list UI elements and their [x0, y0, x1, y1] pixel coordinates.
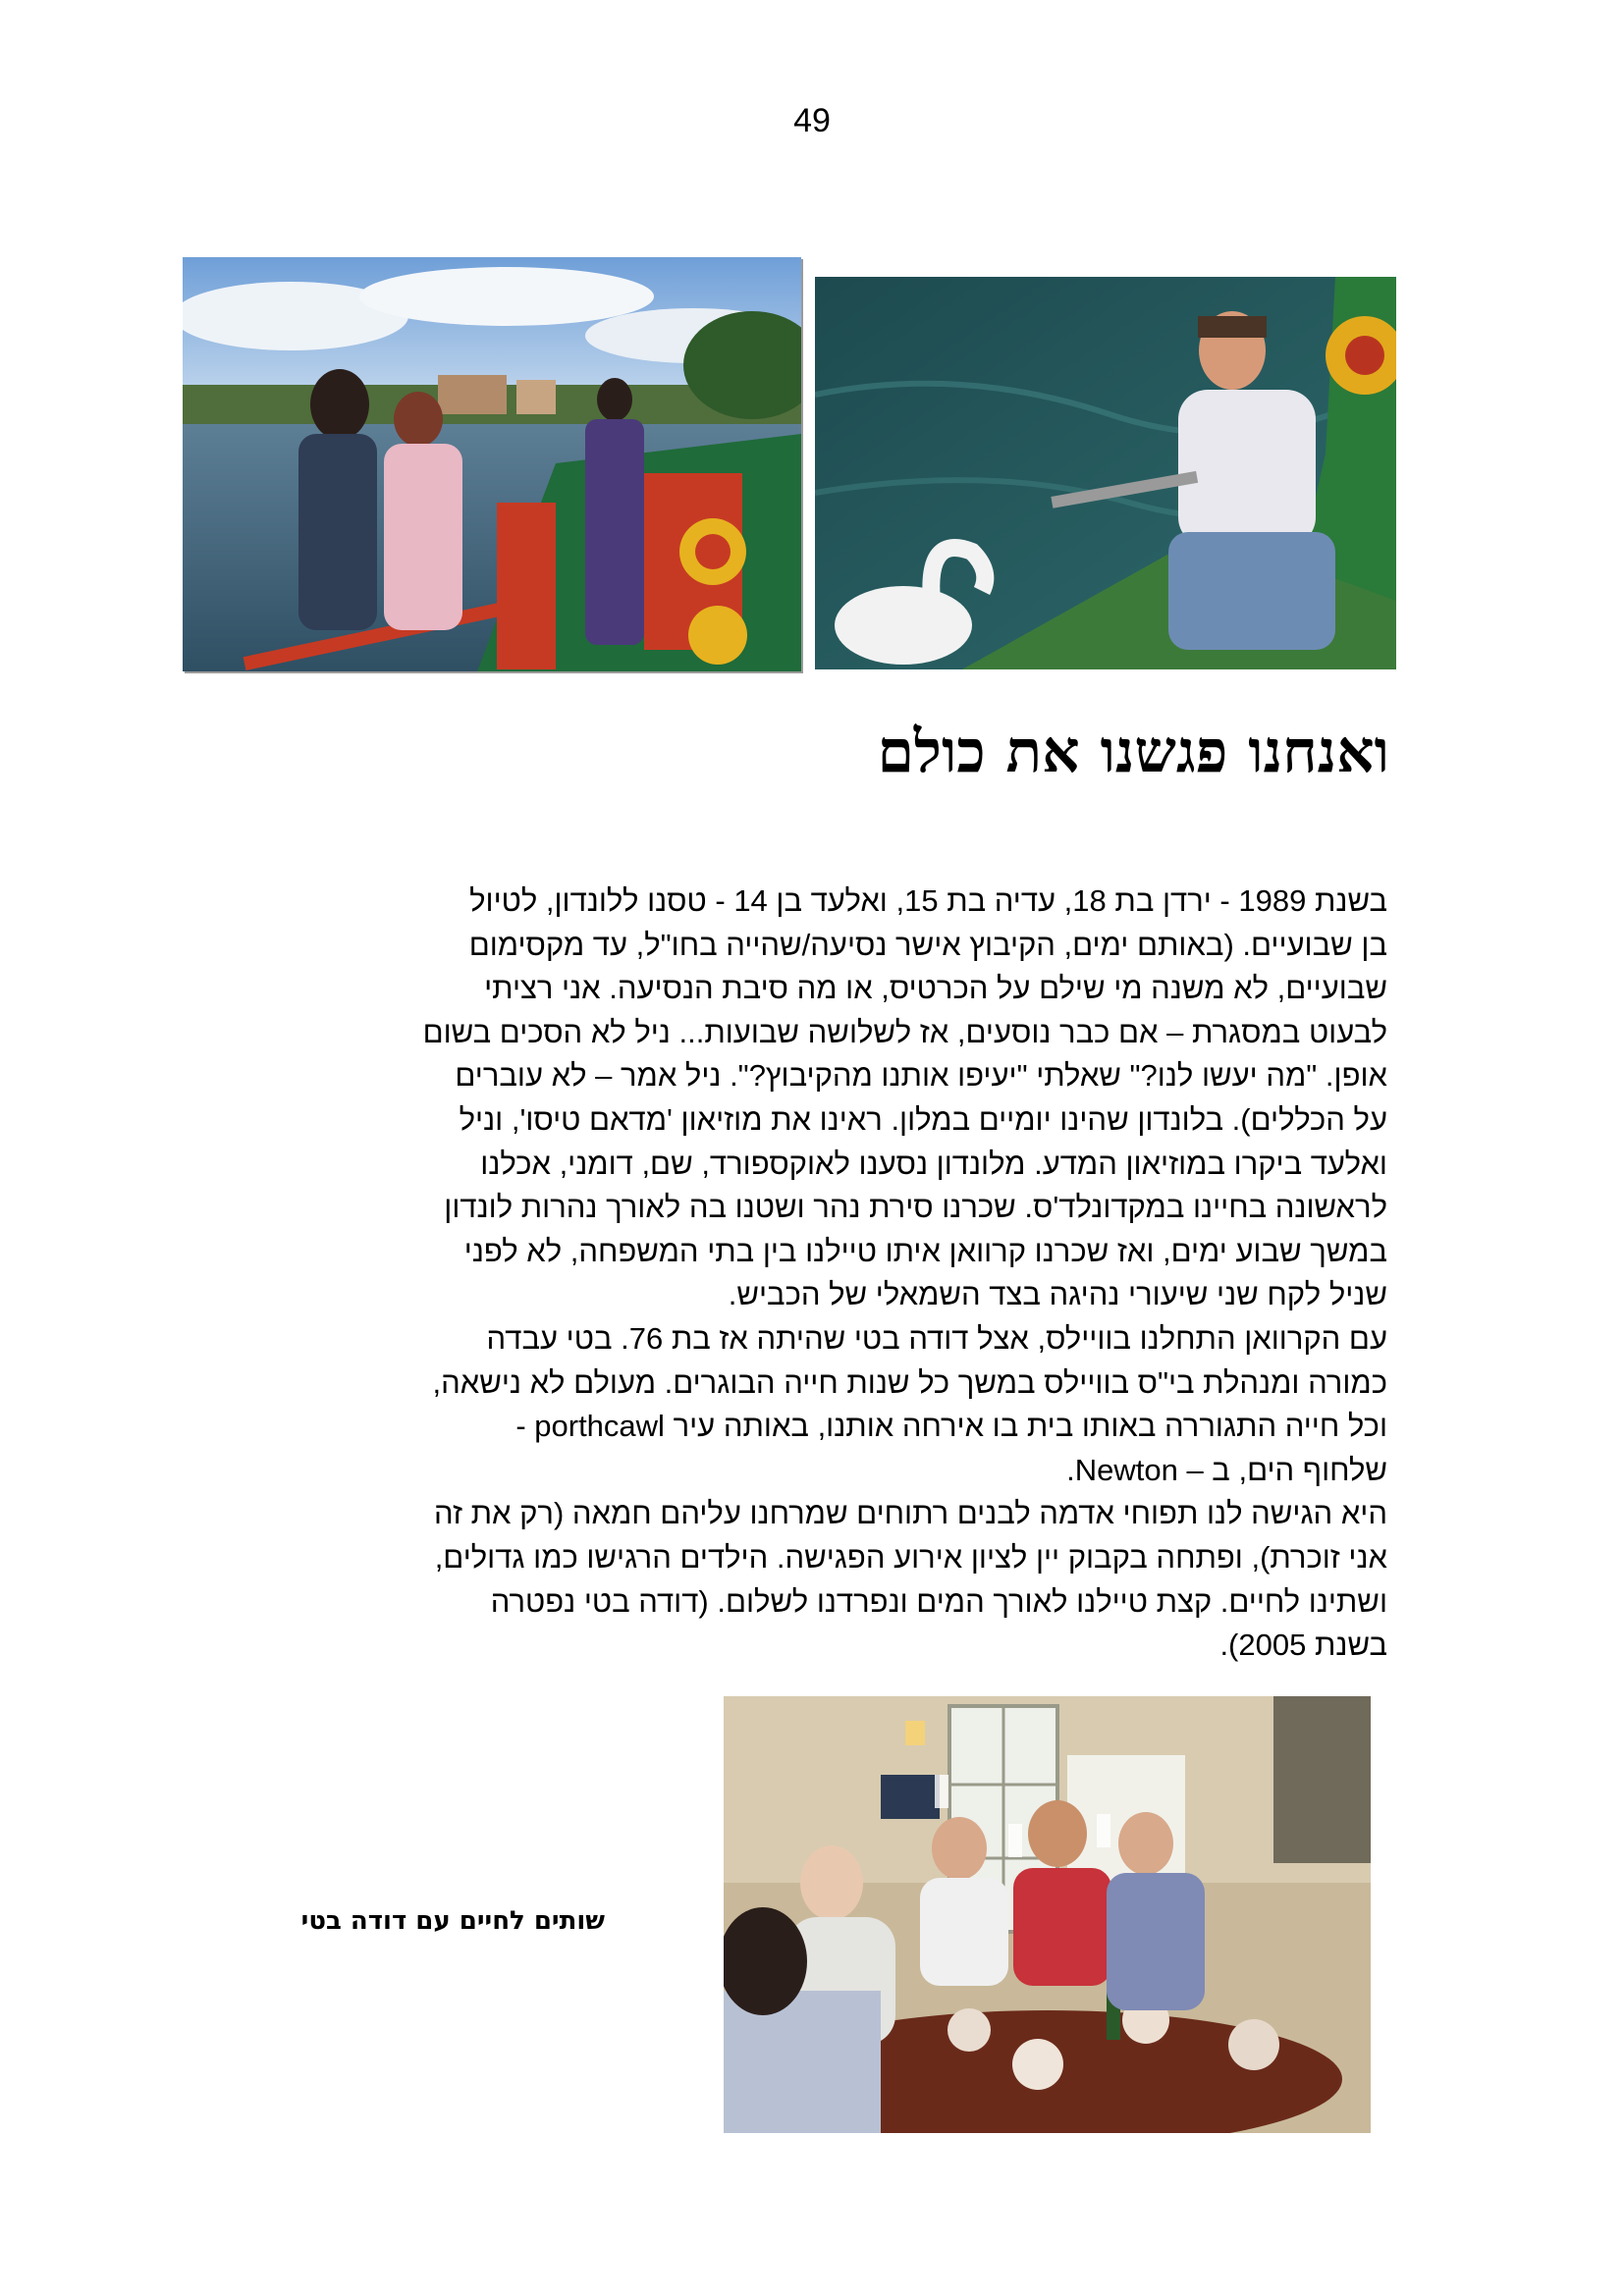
body-line: היא הגישה לנו תפוחי אדמה לבנים רתוחים שמרחנו עליהם חמאה (רק את זה [433, 1496, 1387, 1531]
body-paragraph [257, 880, 1387, 1668]
body-line: בשנת 2005). [1219, 1628, 1387, 1663]
body-line: אופן. "מה יעשו לנו?" שאלתי "יעיפו אותנו מהקיבוץ?". ניל אמר – לא עוברים [455, 1058, 1387, 1094]
body-line: וכל חייה התגוררה באותו בית בו אירחה אותנו, באותה עיר porthcawl - [515, 1409, 1387, 1444]
body-line: שבועיים, לא משנה מי שילם על הכרטיס, או מה סיבת הנסיעה. אני רציתי [484, 971, 1387, 1006]
page-number: 49 [793, 102, 831, 139]
family-on-boat-photo [183, 257, 801, 671]
body-line: שלחוף הים, ב – Newton. [1066, 1452, 1387, 1487]
body-line: ואלעד ביקרו במוזיאון המדע. מלונדון נסענו לאוקספורד, שם, דומני, אכלנו [480, 1146, 1387, 1181]
body-line: אני זוכרת), ופתחה בקבוק יין לציון אירוע הפגישה. הילדים הרגישו כמו גדולים, [434, 1539, 1387, 1575]
body-line: שניל לקח שני שיעורי נהיגה בצד השמאלי של הכביש. [728, 1277, 1387, 1312]
page-title: ואנחנו פגשנו את כולם [877, 718, 1389, 786]
body-line: על הכללים). בלונדון שהינו יומיים במלון. ראינו את מוזיאון 'מדאם טיסו', וניל [459, 1101, 1387, 1137]
man-with-swan-photo [815, 277, 1396, 669]
body-line: בן שבועיים. (באותם ימים, הקיבוץ אישר נסיעה/שהייה בחו"ל, עד מקסימום [468, 927, 1387, 962]
body-line: ושתינו לחיים. קצת טיילנו לאורך המים ונפרדנו לשלום. (דודה בטי נפטרה [490, 1583, 1387, 1619]
toast-at-table-photo [724, 1696, 1371, 2133]
body-line: כמורה ומנהלת בי"ס בוויילס במשך כל שנות חייה הבוגרים. מעולם לא נישאה, [432, 1364, 1387, 1400]
body-line: בשנת 1989 - ירדן בת 18, עדיה בת 15, ואלעד בן 14 - טסנו ללונדון, לטיול [469, 883, 1387, 918]
body-line: לבעוט במסגרת – אם כבר נוסעים, אז לשלושה שבועות... ניל לא הסכים בשום [422, 1014, 1387, 1049]
body-line: לראשונה בחיינו במקדונלד'ס. שכרנו סירת נהר ושטנו בה לאורך נהרות לונדון [444, 1190, 1387, 1225]
body-line: במשך שבוע ימים, ואז שכרנו קרוואן איתו טיילנו בין בתי המשפחה, לא לפני [463, 1233, 1387, 1268]
photo-caption: שותים לחיים עם דודה בטי [300, 1906, 605, 1936]
body-line: עם הקרוואן התחלנו בוויילס, אצל דודה בטי שהיתה אז בת 76. בטי עבדה [486, 1320, 1387, 1356]
